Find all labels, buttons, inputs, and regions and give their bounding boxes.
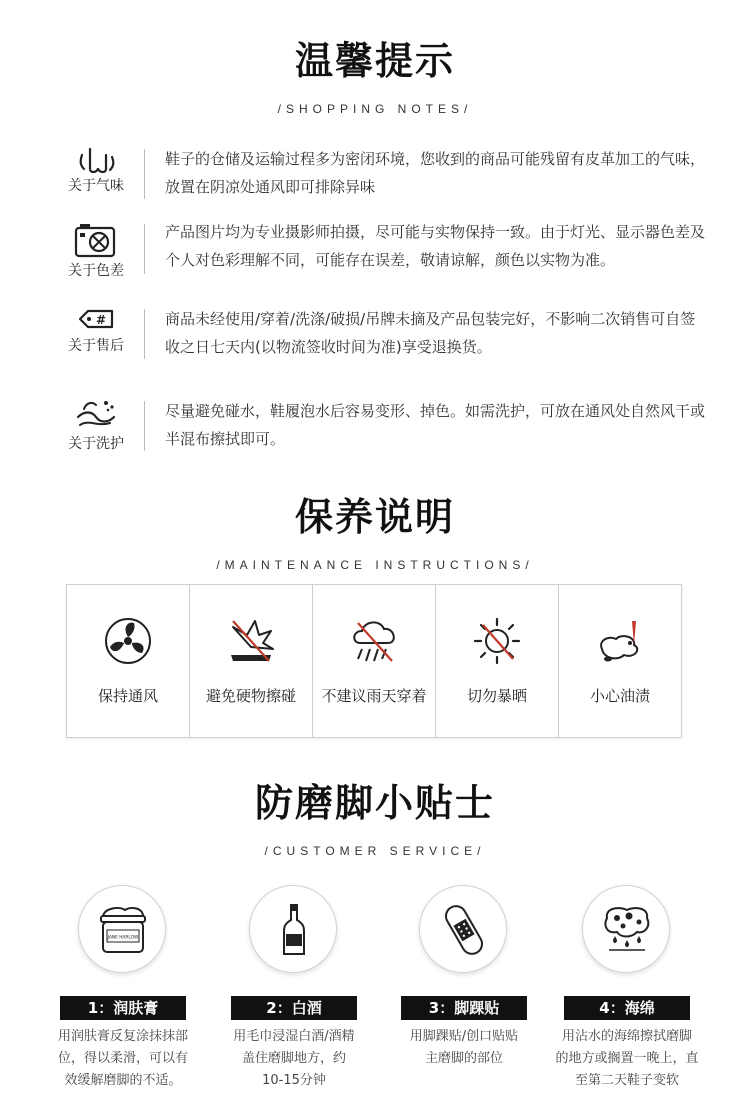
maintenance-item-oil xyxy=(559,585,681,737)
no-hard-object-icon xyxy=(225,615,277,667)
camera-icon xyxy=(66,222,126,262)
tip-desc-line: 至第二天鞋子变软 xyxy=(574,1073,679,1088)
tip-desc-line: 盖住磨脚地方，约 xyxy=(241,1051,346,1066)
note-label: 关于气味 xyxy=(68,178,124,194)
notes-title: 温馨提示 xyxy=(294,39,455,83)
notes-subtitle: /SHOPPING NOTES/ xyxy=(277,102,473,116)
maintenance-label: 保持通风 xyxy=(97,687,158,705)
tip-bandage xyxy=(379,880,549,1100)
note-smell xyxy=(0,145,750,215)
bandage-icon xyxy=(436,902,492,958)
no-rain-icon xyxy=(348,615,400,667)
tip-badge: 3：脚踝贴 xyxy=(401,996,527,1020)
note-label: 关于色差 xyxy=(68,263,124,279)
tip-desc xyxy=(209,1026,379,1092)
jar-label: JANE HARLOW xyxy=(107,935,139,941)
maintenance-subtitle: /MAINTENANCE INSTRUCTIONS/ xyxy=(216,558,534,572)
tip-circle xyxy=(249,885,337,973)
maintenance-title: 保养说明 xyxy=(294,495,455,539)
tip-desc-line: 用沾水的海绵擦拭磨脚 xyxy=(561,1029,692,1044)
tip-desc-line: 用润肤膏反复涂抹抹部 xyxy=(57,1029,188,1044)
maintenance-item-no-sun xyxy=(436,585,559,737)
cream-jar-icon xyxy=(95,902,151,958)
sponge-icon xyxy=(599,902,655,958)
tip-badge: 4：海绵 xyxy=(564,996,690,1020)
tip-cream xyxy=(38,880,208,1100)
note-care xyxy=(0,397,750,467)
tip-desc-line: 10-15分钟 xyxy=(262,1073,326,1088)
tip-badge: 2：白酒 xyxy=(231,996,357,1020)
maintenance-label: 切勿暴晒 xyxy=(466,687,527,705)
note-label: 关于洗护 xyxy=(68,436,124,452)
maintenance-label: 避免硬物擦碰 xyxy=(205,687,296,705)
maintenance-item-no-rain xyxy=(313,585,436,737)
note-color xyxy=(0,218,750,288)
divider xyxy=(144,401,145,451)
note-text: 尽量避免碰水，鞋履泡水后容易变形、掉色。如需洗护，可放在通风处自然风干或半混布擦拭即可。 xyxy=(165,402,706,448)
tip-circle xyxy=(78,885,166,973)
tip-desc-line: 的地方或搁置一晚上，直 xyxy=(555,1051,699,1066)
tip-desc xyxy=(379,1026,549,1070)
tips-title: 防磨脚小贴士 xyxy=(254,781,495,825)
maintenance-item-ventilate xyxy=(67,585,190,737)
tip-desc xyxy=(542,1026,712,1092)
tip-sponge xyxy=(542,880,712,1100)
maintenance-label: 小心油渍 xyxy=(589,687,650,705)
tip-desc-line: 效缓解磨脚的不适。 xyxy=(64,1073,182,1088)
svg-text:#: # xyxy=(96,313,107,327)
note-aftersale xyxy=(0,305,750,375)
tip-desc-line: 用脚踝贴/创口贴贴 xyxy=(409,1029,519,1044)
bottle-icon xyxy=(266,902,322,958)
tip-circle xyxy=(419,885,507,973)
maintenance-label: 不建议雨天穿着 xyxy=(321,687,427,705)
maintenance-grid xyxy=(66,584,682,738)
no-sun-icon xyxy=(471,615,523,667)
tip-circle xyxy=(582,885,670,973)
note-text: 商品未经使用/穿着/洗涤/破损/吊牌未摘及产品包装完好，不影响二次销售可自签收之日七天内(以物流签收时间为准)享受退换货。 xyxy=(165,310,696,356)
fan-icon xyxy=(102,615,154,667)
tip-desc-line: 位，得以柔滑，可以有 xyxy=(57,1051,188,1066)
note-text: 鞋子的仓储及运输过程多为密闭环境，您收到的商品可能残留有皮革加工的气味，放置在阴凉处通风即可排除异味 xyxy=(165,150,706,196)
tip-liquor xyxy=(209,880,379,1100)
maintenance-item-no-hard xyxy=(190,585,313,737)
tip-desc-line: 主磨脚的部位 xyxy=(424,1051,503,1066)
tip-desc-line: 用毛巾浸湿白酒/酒精 xyxy=(233,1029,355,1044)
tips-subtitle: /CUSTOMER SERVICE/ xyxy=(264,844,486,858)
tip-desc xyxy=(38,1026,208,1092)
divider xyxy=(144,224,145,274)
oil-stain-icon xyxy=(594,615,646,667)
divider xyxy=(144,309,145,359)
tip-badge: 1：润肤膏 xyxy=(60,996,186,1020)
divider xyxy=(144,149,145,199)
washing-hand-icon xyxy=(66,397,126,437)
note-text: 产品图片均为专业摄影师拍摄，尽可能与实物保持一致。由于灯光、显示器色差及个人对色彩理解不同，可能存在误差，敬请谅解，颜色以实物为准。 xyxy=(165,223,706,269)
note-label: 关于售后 xyxy=(68,338,124,354)
